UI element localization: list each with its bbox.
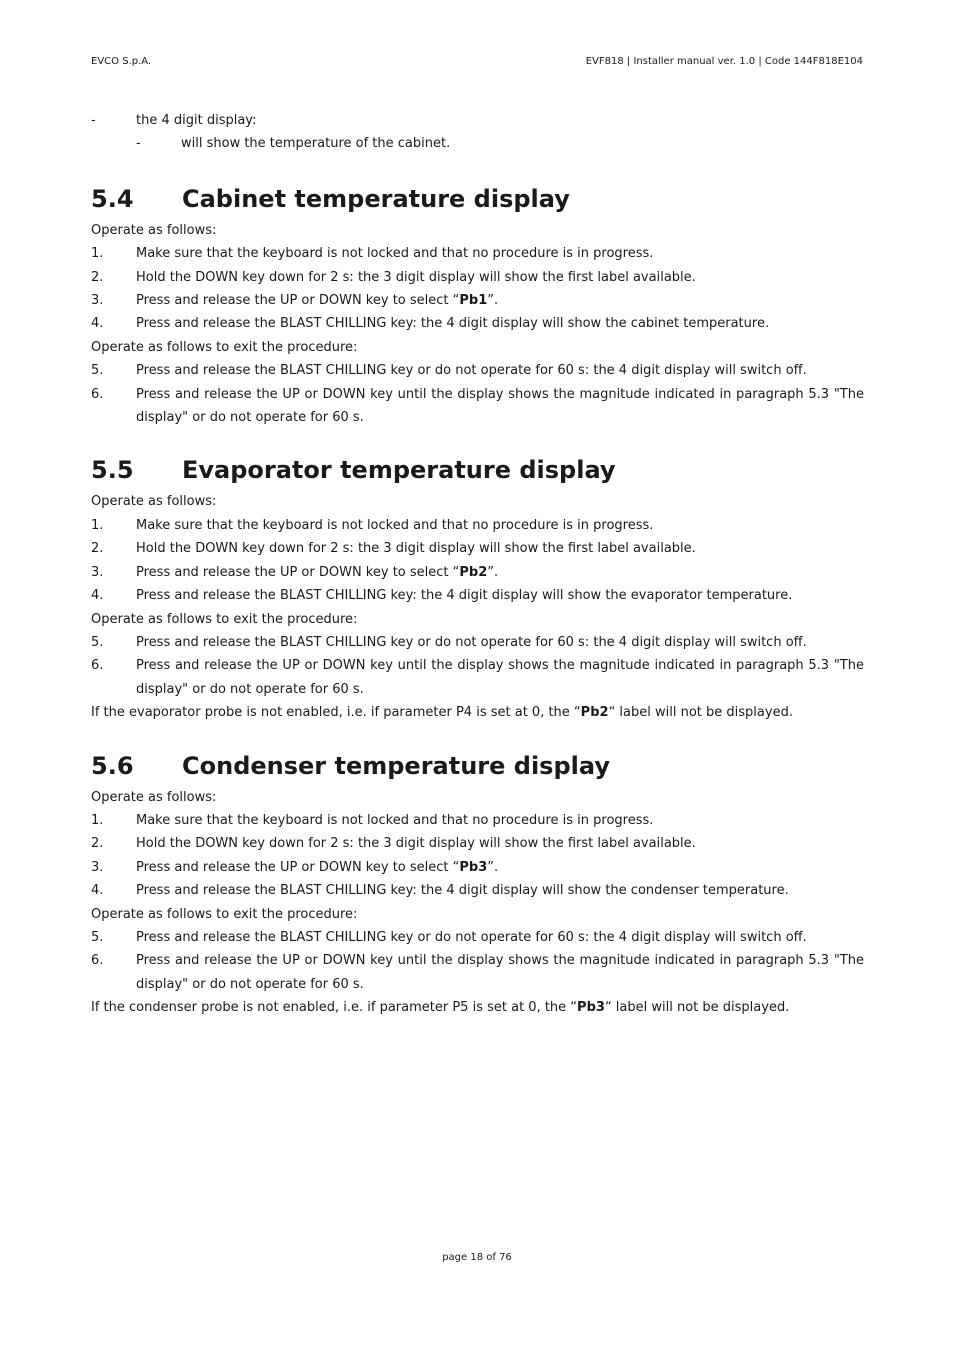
list-item: 4. Press and release the BLAST CHILLING key: the 4 digit display will show the evaporator temperature.: [91, 588, 793, 604]
label-code: Pb2: [580, 705, 609, 721]
label-code: Pb3: [459, 859, 488, 875]
exit-lead: Operate as follows to exit the procedure:: [91, 906, 358, 922]
list-item: 6. Press and release the UP or DOWN key until the display shows the magnitude indicated in paragraph 5.3 "The display" or do not operate for 60 s.: [91, 658, 864, 697]
list-item: 2. Hold the DOWN key down for 2 s: the 3 digit display will show the first label available.: [91, 269, 696, 285]
list-item: 5. Press and release the BLAST CHILLING key or do not operate for 60 s: the 4 digit display will switch off.: [91, 363, 807, 379]
exit-lead: Operate as follows to exit the procedure:: [91, 611, 358, 627]
header-company: EVCO S.p.A.: [91, 56, 152, 67]
list-item: 5. Press and release the BLAST CHILLING key or do not operate for 60 s: the 4 digit display will switch off.: [91, 634, 807, 650]
section-lead: Operate as follows:: [91, 789, 217, 805]
list-item: 5. Press and release the BLAST CHILLING key or do not operate for 60 s: the 4 digit display will switch off.: [91, 929, 807, 945]
list-item: 3. Press and release the UP or DOWN key to select “Pb3”.: [91, 859, 499, 875]
section-lead: Operate as follows:: [91, 222, 217, 238]
bullet: -: [136, 136, 141, 152]
list-item: 2. Hold the DOWN key down for 2 s: the 3 digit display will show the first label available.: [91, 541, 696, 557]
section-heading-5-5: 5.5 Evaporator temperature display: [91, 456, 616, 485]
section-note: If the condenser probe is not enabled, i.e. if parameter P5 is set at 0, the “Pb3“ label will not be displayed.: [91, 1000, 790, 1016]
section-heading-5-4: 5.4 Cabinet temperature display: [91, 184, 570, 213]
list-item: 1. Make sure that the keyboard is not locked and that no procedure is in progress.: [91, 517, 654, 533]
list-item: 2. Hold the DOWN key down for 2 s: the 3 digit display will show the first label available.: [91, 836, 696, 852]
list-item: 1. Make sure that the keyboard is not locked and that no procedure is in progress.: [91, 812, 654, 828]
page-content: [91, 109, 864, 1020]
section-note: If the evaporator probe is not enabled, i.e. if parameter P4 is set at 0, the “Pb2“ label will not be displayed.: [91, 705, 793, 721]
list-item: 3. Press and release the UP or DOWN key to select “Pb2”.: [91, 564, 499, 580]
label-code: Pb3: [577, 1000, 605, 1016]
intro-subitem: - will show the temperature of the cabinet.: [136, 132, 864, 155]
page-number: page 18 of 76: [442, 1252, 512, 1263]
header-document-code: EVF818 | Installer manual ver. 1.0 | Code 144F818E104: [585, 56, 863, 67]
section-lead: Operate as follows:: [91, 494, 217, 510]
list-item: 4. Press and release the BLAST CHILLING key: the 4 digit display will show the condenser temperature.: [91, 883, 789, 899]
section-heading-5-6: 5.6 Condenser temperature display: [91, 751, 610, 780]
label-code: Pb1: [459, 293, 488, 309]
bullet: -: [91, 113, 96, 128]
list-item: 1. Make sure that the keyboard is not locked and that no procedure is in progress.: [91, 246, 654, 262]
exit-lead: Operate as follows to exit the procedure:: [91, 339, 358, 355]
list-item: 4. Press and release the BLAST CHILLING key: the 4 digit display will show the cabinet temperature.: [91, 316, 770, 332]
intro-item: - the 4 digit display:: [91, 109, 864, 132]
list-item: 6. Press and release the UP or DOWN key until the display shows the magnitude indicated in paragraph 5.3 "The display" or do not operate for 60 s.: [91, 953, 864, 992]
list-item: 3. Press and release the UP or DOWN key to select “Pb1”.: [91, 293, 499, 309]
label-code: Pb2: [459, 564, 488, 580]
list-item: 6. Press and release the UP or DOWN key until the display shows the magnitude indicated in paragraph 5.3 "The display" or do not operate for 60 s.: [91, 386, 864, 426]
